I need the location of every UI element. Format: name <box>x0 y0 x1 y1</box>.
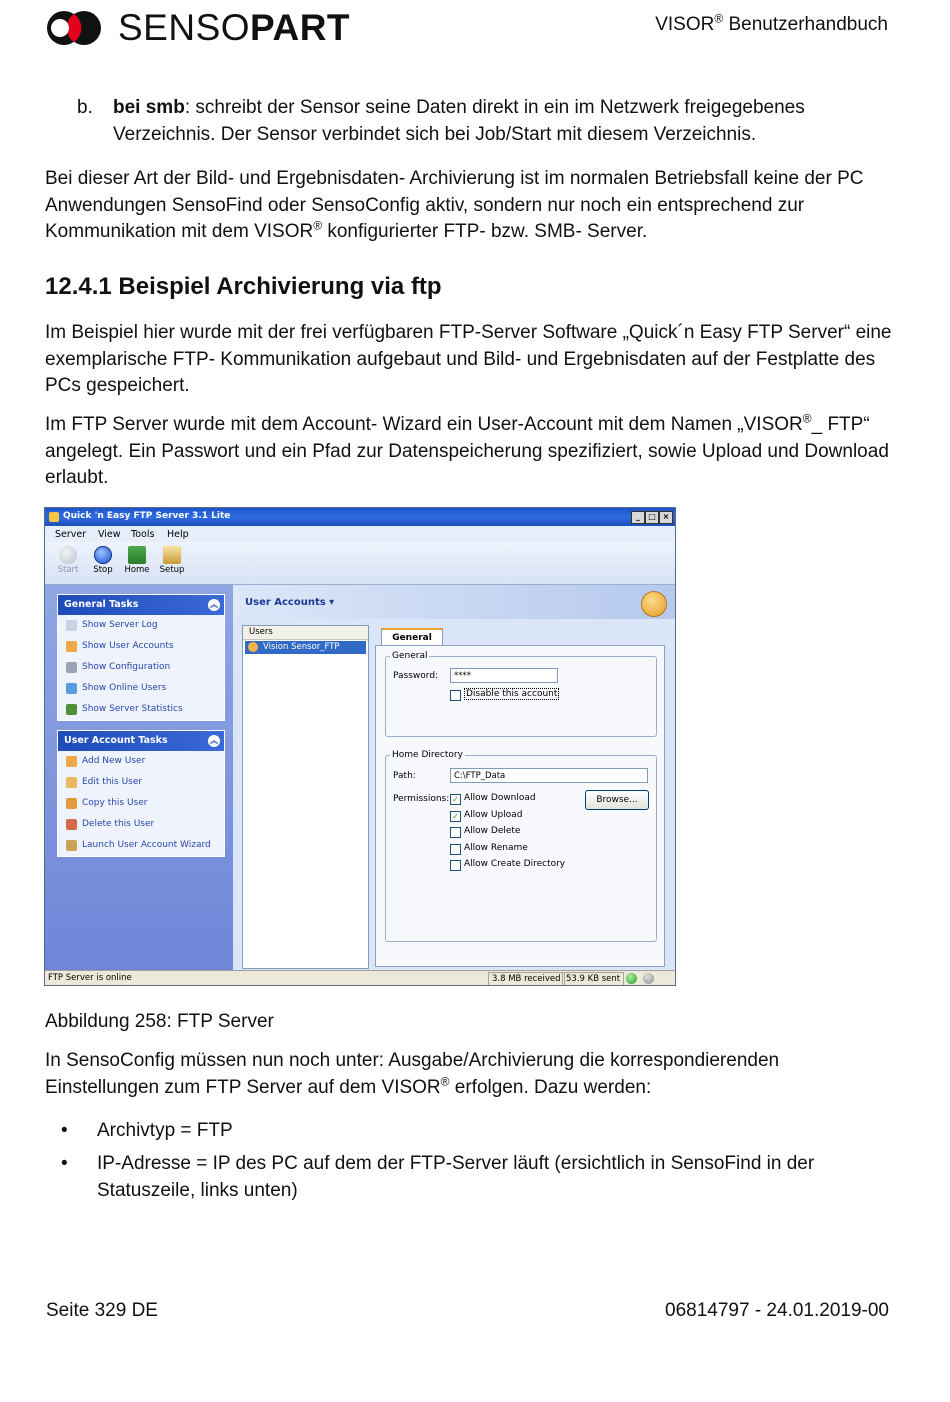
edit-user-icon <box>66 777 77 788</box>
bullet-dot-icon: • <box>61 1153 68 1174</box>
paragraph-3: Im FTP Server wurde mit dem Account- Wizard ein User-Account mit dem Namen „VISOR®_ FTP“ angelegt. Ein Passwort und ein Pfad zur Datenspeicherung spezifiziert, sowie Upload und Download erlaubt. <box>45 411 889 488</box>
add-user-icon <box>66 756 77 767</box>
user-account-tasks-header[interactable]: User Account Tasks ︽ <box>58 731 224 751</box>
online-indicator-icon <box>626 973 637 984</box>
offline-indicator-icon <box>643 973 654 984</box>
password-label: Password: <box>393 671 439 681</box>
maximize-icon[interactable]: □ <box>645 511 659 524</box>
menu-help[interactable]: Help <box>167 529 189 540</box>
path-field[interactable]: C:\FTP_Data <box>450 768 648 783</box>
log-icon <box>66 620 77 631</box>
setup-icon <box>163 546 181 564</box>
term-bold: bei smb <box>113 97 185 118</box>
stop-button[interactable]: Stop <box>88 546 118 575</box>
home-icon <box>128 546 146 564</box>
list-item-b <box>77 95 877 148</box>
collapse-icon[interactable]: ︽ <box>210 600 218 609</box>
home-button[interactable]: Home <box>122 546 152 575</box>
window-title: Quick 'n Easy FTP Server 3.1 Lite <box>63 511 231 521</box>
users-list <box>242 625 369 969</box>
start-button[interactable]: Start <box>53 546 83 575</box>
menubar <box>45 526 675 542</box>
server-status-text: FTP Server is online <box>48 973 132 983</box>
allow-download-checkbox[interactable]: ✓ Allow Download <box>450 793 536 803</box>
allow-create-directory-checkbox[interactable]: Allow Create Directory <box>450 859 565 869</box>
users-column-header[interactable]: Users <box>243 626 368 640</box>
tab-general[interactable]: General <box>381 628 443 646</box>
password-field[interactable]: **** <box>450 668 558 683</box>
task-show-user-accounts[interactable]: Show User Accounts <box>58 636 224 657</box>
config-icon <box>66 662 77 673</box>
disable-account-checkbox[interactable]: Disable this account <box>450 689 559 699</box>
section-heading: 12.4.1 Beispiel Archivierung via ftp <box>45 273 442 300</box>
paragraph-4: In SensoConfig müssen nun noch unter: Ausgabe/Archivierung die korrespondierenden Einstellungen zum FTP Server auf dem VISOR® erfolgen. Dazu werden: <box>45 1050 780 1098</box>
task-show-online-users[interactable]: Show Online Users <box>58 678 224 699</box>
stop-icon <box>94 546 112 564</box>
paragraph-1: Bei dieser Art der Bild- und Ergebnisdaten- Archivierung ist im normalen Betriebsfall keine der PC Anwendungen SensoFind oder SensoConfig aktiv, sondern nur noch ein entsprechend zur Kommunikation mit dem VISOR® konfigurierter FTP- bzw. SMB- Server. <box>45 168 864 242</box>
menu-server[interactable]: Server <box>55 529 87 540</box>
menu-tools[interactable]: Tools <box>131 529 155 540</box>
figure-caption: Abbildung 258: FTP Server <box>45 1011 274 1032</box>
allow-delete-checkbox[interactable]: Allow Delete <box>450 826 520 836</box>
ftp-server-screenshot <box>44 507 676 986</box>
task-show-server-log[interactable]: Show Server Log <box>58 615 224 636</box>
paragraph-2: Im Beispiel hier wurde mit der frei verfügbaren FTP-Server Software „Quick´n Easy FTP Server“ eine exemplarische FTP- Kommunikation aufgebaut und Bild- und Ergebnisdaten auf der Festplatte des PCs gespeichert. <box>45 322 892 396</box>
task-edit-user[interactable]: Edit this User <box>58 772 224 793</box>
sensopart-logo <box>46 7 351 48</box>
app-icon <box>49 512 59 522</box>
window-titlebar <box>45 508 675 526</box>
general-tab-panel <box>375 645 665 967</box>
task-show-server-statistics[interactable]: Show Server Statistics <box>58 699 224 720</box>
copy-user-icon <box>66 798 77 809</box>
task-delete-user[interactable]: Delete this User <box>58 814 224 835</box>
home-directory-group: Home Directory <box>385 750 657 942</box>
user-icon <box>248 642 258 652</box>
item-b-text: : schreibt der Sensor seine Daten direkt in ein im Netzwerk freigegebenes Verzeichnis. Der Sensor verbindet sich bei Job/Start mit diesem Verzeichnis. <box>113 97 805 145</box>
statusbar <box>45 970 675 986</box>
task-pane <box>45 585 233 970</box>
setup-button[interactable]: Setup <box>157 546 187 575</box>
delete-user-icon <box>66 819 77 830</box>
path-label: Path: <box>393 771 416 781</box>
task-launch-wizard[interactable]: Launch User Account Wizard <box>58 835 224 856</box>
sent-counter: 53.9 KB sent <box>562 972 624 986</box>
bullet-item: • Archivtyp = FTP <box>61 1118 891 1145</box>
menu-view[interactable]: View <box>98 529 121 540</box>
user-account-tasks-panel <box>57 730 225 857</box>
logo-circles-icon <box>46 8 108 48</box>
user-accounts-header <box>233 585 675 619</box>
users-icon <box>66 641 77 652</box>
general-group: General <box>385 651 657 737</box>
toolbar <box>45 542 675 585</box>
general-tasks-header[interactable]: General Tasks ︽ <box>58 595 224 615</box>
close-icon[interactable]: × <box>659 511 673 524</box>
bullet-item: • IP-Adresse = IP des PC auf dem der FTP-Server läuft (ersichtlich in SensoFind in der Statuszeile, links unten) <box>61 1153 815 1201</box>
page-number: Seite 329 DE <box>46 1300 158 1321</box>
general-tasks-panel <box>57 594 225 721</box>
browse-button[interactable]: Browse... <box>585 790 649 810</box>
header-title: VISOR® Benutzerhandbuch <box>655 11 888 35</box>
bullet-dot-icon: • <box>61 1120 68 1141</box>
allow-upload-checkbox[interactable]: ✓ Allow Upload <box>450 810 522 820</box>
minimize-icon[interactable]: _ <box>631 511 645 524</box>
document-id: 06814797 - 24.01.2019-00 <box>665 1300 889 1321</box>
user-row-selected[interactable]: Vision Sensor_FTP <box>245 641 366 654</box>
task-show-configuration[interactable]: Show Configuration <box>58 657 224 678</box>
collapse-icon[interactable]: ︽ <box>210 736 218 745</box>
users-avatar-icon <box>641 591 667 617</box>
logo-wordmark: SENSOPART <box>118 7 351 48</box>
user-accounts-dropdown[interactable]: User Accounts ▾ <box>245 597 335 608</box>
globe-icon <box>66 683 77 694</box>
wizard-icon <box>66 840 77 851</box>
task-add-new-user[interactable]: Add New User <box>58 751 224 772</box>
user-accounts-pane <box>233 585 675 970</box>
play-icon <box>59 546 77 564</box>
received-counter: 3.8 MB received <box>488 972 565 986</box>
allow-rename-checkbox[interactable]: Allow Rename <box>450 843 528 853</box>
list-marker: b. <box>77 97 93 118</box>
chart-icon <box>66 704 77 715</box>
permissions-label: Permissions: <box>393 794 450 804</box>
task-copy-user[interactable]: Copy this User <box>58 793 224 814</box>
